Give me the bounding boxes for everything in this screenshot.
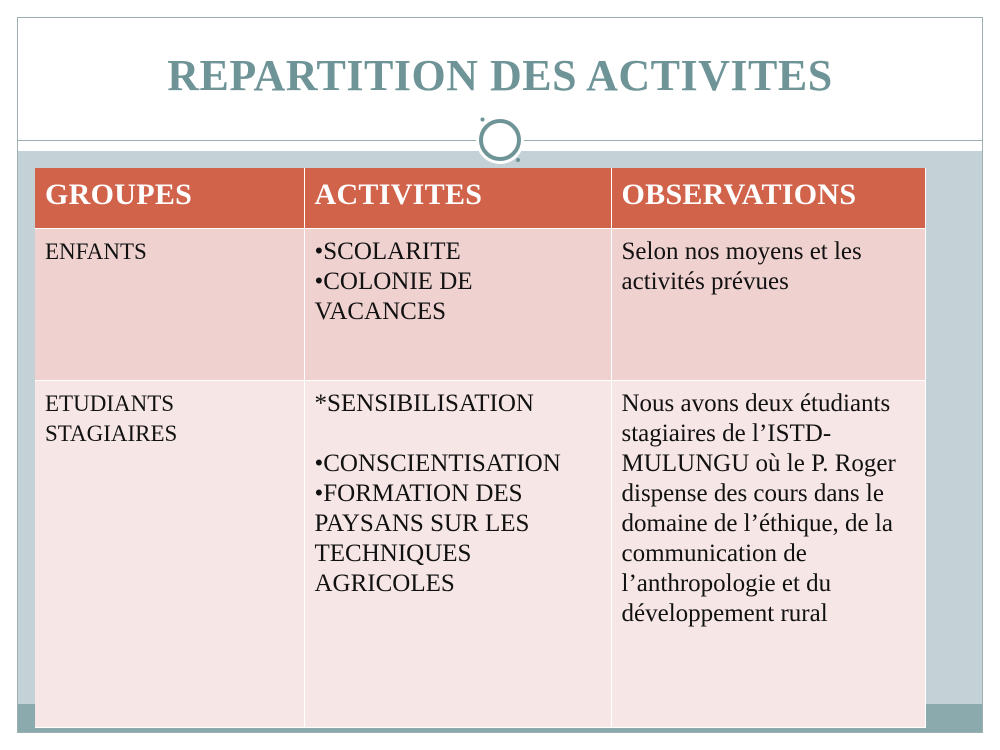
table-row (35, 380, 925, 728)
header-groupes: GROUPES (35, 168, 304, 228)
slide-title: REPARTITION DES ACTIVITES (167, 51, 833, 100)
cell-observations: Selon nos moyens et les activités prévues (611, 228, 925, 380)
table-row (35, 228, 925, 380)
activity-item: •FORMATION DES PAYSANS SUR LES TECHNIQUES AGRICOLES (314, 479, 530, 597)
circle-ring-ornament-icon (472, 112, 528, 168)
cell-group: ETUDIANTS STAGIAIRES (35, 380, 304, 728)
activity-item: •CONSCIENTISATION (314, 449, 561, 477)
cell-activities (304, 228, 611, 380)
activities-table (35, 168, 925, 728)
cell-observations: Nous avons deux étudiants stagiaires de l’ISTD-MULUNGU où le P. Roger dispense des cours dans le domaine de l’éthique, de la communication de l’anthropologie et du développement rural (611, 380, 925, 728)
header-activites: ACTIVITES (304, 168, 611, 228)
cell-group: ENFANTS (35, 228, 304, 380)
table-header-row (35, 168, 925, 228)
activity-item: •COLONIE DE VACANCES (314, 267, 473, 325)
activity-item: *SENSIBILISATION (314, 389, 534, 417)
table (35, 168, 926, 728)
cell-activities (304, 380, 611, 728)
activity-spacer (315, 419, 601, 449)
slide (17, 17, 983, 733)
header-observations: OBSERVATIONS (611, 168, 925, 228)
activity-item: •SCOLARITE (314, 237, 461, 265)
